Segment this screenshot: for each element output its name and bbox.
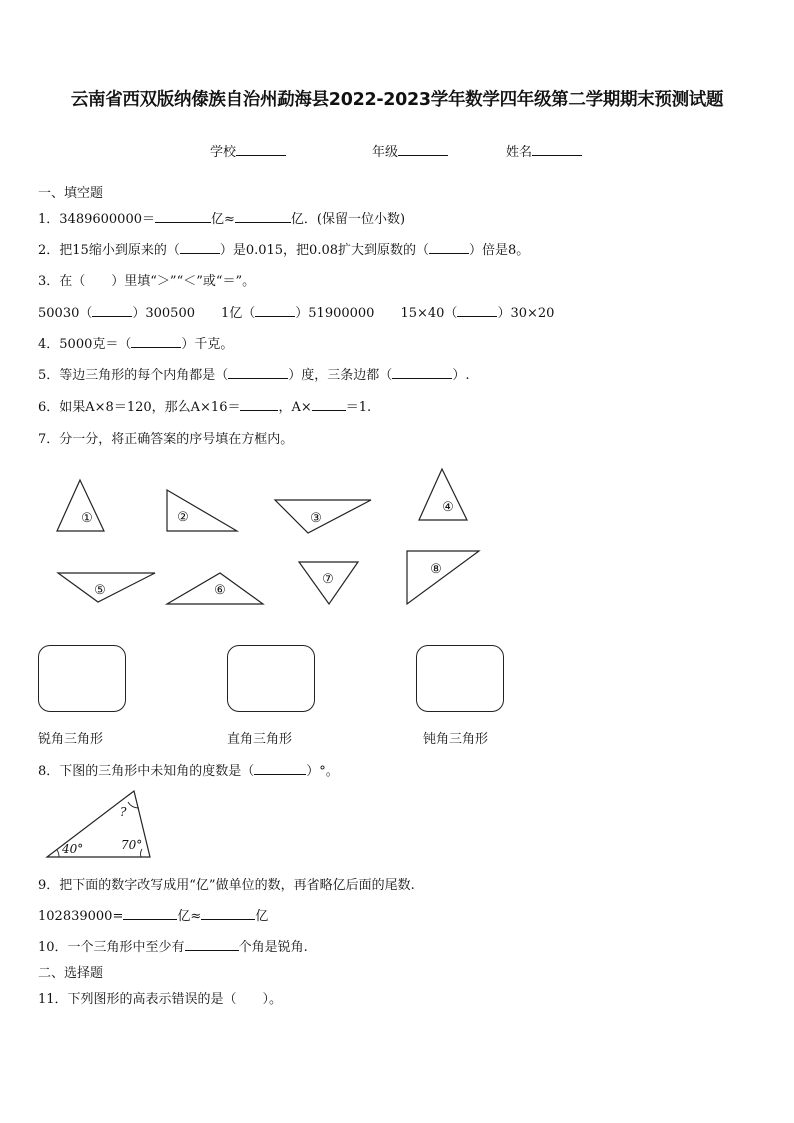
name-blank[interactable]: [532, 143, 582, 156]
q1-text-a: 3489600000＝: [59, 212, 155, 227]
q9-conversion: [38, 905, 268, 924]
q2-text-a: 把15缩小到原来的（: [59, 243, 180, 258]
q10-number: 10．: [38, 940, 68, 955]
q7-number: 7．: [38, 432, 60, 447]
q11-number: 11．: [38, 992, 68, 1007]
q1-text-c: 亿．(保留一位小数): [290, 212, 406, 227]
q8-text-b: ）°。: [306, 764, 339, 779]
q2-blank-1[interactable]: [180, 241, 220, 254]
shape-label-1: ①: [81, 511, 93, 526]
answer-box-obtuse[interactable]: [416, 645, 504, 712]
triangle-7: [299, 562, 358, 604]
q9-text-b: 亿≈: [177, 909, 202, 924]
q3-comp-b-right: ）51900000: [295, 306, 375, 321]
q6-blank-1[interactable]: [240, 398, 278, 411]
question-9: [38, 874, 415, 893]
question-2: [38, 239, 529, 258]
triangle-5: [58, 573, 155, 602]
question-5: [38, 364, 469, 383]
name-field[interactable]: [506, 141, 582, 160]
q4-blank[interactable]: [131, 335, 181, 348]
q3-number: 3．: [38, 274, 60, 289]
q2-blank-2[interactable]: [429, 241, 469, 254]
q10-blank[interactable]: [185, 938, 239, 951]
answer-box-right[interactable]: [227, 645, 315, 712]
q8-text-a: 下图的三角形中未知角的度数是（: [59, 764, 255, 779]
shape-label-3: ③: [310, 511, 322, 526]
q9-number: 9．: [38, 878, 60, 893]
q8-angle-unknown: ?: [120, 805, 127, 819]
q9-blank-1[interactable]: [123, 907, 177, 920]
q8-angle-arc-top: [128, 802, 139, 808]
page-title: 云南省西双版纳傣族自治州勐海县2022-2023学年数学四年级第二学期期末预测试题: [70, 90, 724, 110]
q8-angle-arc-a: [57, 850, 59, 857]
triangle-8: [407, 551, 479, 604]
triangle-1: [57, 480, 104, 531]
q4-text-b: ）千克。: [181, 337, 234, 352]
q5-text-c: ）.: [452, 368, 470, 383]
q6-text-c: ＝1.: [345, 400, 372, 415]
grade-field[interactable]: [372, 141, 448, 160]
q3-comp-a-left: 50030（: [38, 306, 93, 321]
triangle-4: [419, 469, 467, 520]
q3-blank-c[interactable]: [457, 304, 497, 317]
q10-text-a: 一个三角形中至少有: [67, 940, 185, 955]
q6-blank-2[interactable]: [312, 398, 346, 411]
category-right-label: 直角三角形: [227, 732, 293, 747]
question-7: [38, 428, 293, 447]
q5-text-a: 等边三角形的每个内角都是（: [59, 368, 229, 383]
q8-triangle: [47, 791, 150, 857]
q3-comp-c-left: 15×40（: [400, 306, 458, 321]
q4-text-a: 5000克＝（: [59, 337, 132, 352]
q5-number: 5．: [38, 368, 60, 383]
q1-blank-2[interactable]: [235, 210, 291, 223]
grade-label: 年级: [372, 145, 399, 160]
q5-blank-2[interactable]: [392, 366, 452, 379]
answer-box-acute[interactable]: [38, 645, 126, 712]
q8-angle-40: 40°: [62, 842, 84, 856]
shape-label-4: ④: [442, 500, 454, 515]
triangle-2: [167, 490, 237, 531]
q3-comp-b-left: 1亿（: [221, 306, 256, 321]
q3-text: 在（ ）里填“＞”“＜”或“＝”。: [59, 274, 256, 289]
q2-text-b: ）是0.015，把0.08扩大到原数的（: [219, 243, 429, 258]
q1-blank-1[interactable]: [155, 210, 211, 223]
q7-text: 分一分，将正确答案的序号填在方框内。: [59, 432, 294, 447]
category-obtuse-label: 钝角三角形: [423, 732, 489, 747]
school-label: 学校: [210, 145, 237, 160]
section-choice-heading: 二、选择题: [38, 966, 104, 981]
q6-number: 6．: [38, 400, 60, 415]
q4-number: 4．: [38, 337, 60, 352]
question-11: [38, 988, 282, 1007]
question-3: [38, 270, 255, 289]
q5-blank-1[interactable]: [228, 366, 288, 379]
q6-text-a: 如果A×8＝120，那么A×16＝: [59, 400, 241, 415]
shape-label-2: ②: [177, 510, 189, 525]
q8-angle-70: 70°: [121, 838, 143, 852]
q6-text-b: ，A×: [278, 400, 312, 415]
q3-comparisons: [38, 302, 554, 321]
triangle-6: [167, 573, 263, 604]
name-label: 姓名: [506, 145, 533, 160]
q9-blank-2[interactable]: [201, 907, 255, 920]
q3-blank-a[interactable]: [92, 304, 132, 317]
grade-blank[interactable]: [398, 143, 448, 156]
section-fill-heading: 一、填空题: [38, 186, 104, 201]
q2-number: 2．: [38, 243, 60, 258]
question-8: [38, 760, 339, 779]
q5-text-b: ）度，三条边都（: [288, 368, 393, 383]
q11-text: 下列图形的高表示错误的是（ ）。: [67, 992, 283, 1007]
q3-comp-c-right: ）30×20: [497, 306, 555, 321]
q8-blank[interactable]: [254, 762, 306, 775]
q2-text-c: ）倍是8。: [469, 243, 530, 258]
q8-number: 8．: [38, 764, 60, 779]
q9-text-a: 102839000=: [38, 909, 124, 924]
q8-angle-arc-b: [141, 849, 142, 857]
shape-label-6: ⑥: [214, 583, 226, 598]
q1-text-b: 亿≈: [211, 212, 235, 227]
shape-label-7: ⑦: [322, 572, 334, 587]
shape-label-8: ⑧: [430, 562, 442, 577]
school-blank[interactable]: [236, 143, 286, 156]
question-1: [38, 208, 405, 227]
q3-blank-b[interactable]: [255, 304, 295, 317]
shape-label-5: ⑤: [94, 583, 106, 598]
q9-text: 把下面的数字改写成用“亿”做单位的数，再省略亿后面的尾数.: [59, 878, 415, 893]
school-field[interactable]: [210, 141, 286, 160]
question-10: [38, 936, 308, 955]
q10-text-b: 个角是锐角.: [238, 940, 308, 955]
triangle-3: [275, 500, 371, 533]
q1-number: 1．: [38, 212, 60, 227]
question-6: [38, 396, 371, 415]
category-acute-label: 锐角三角形: [38, 732, 104, 747]
q3-comp-a-right: ）300500: [132, 306, 195, 321]
question-4: [38, 333, 233, 352]
q9-text-c: 亿: [255, 909, 269, 924]
